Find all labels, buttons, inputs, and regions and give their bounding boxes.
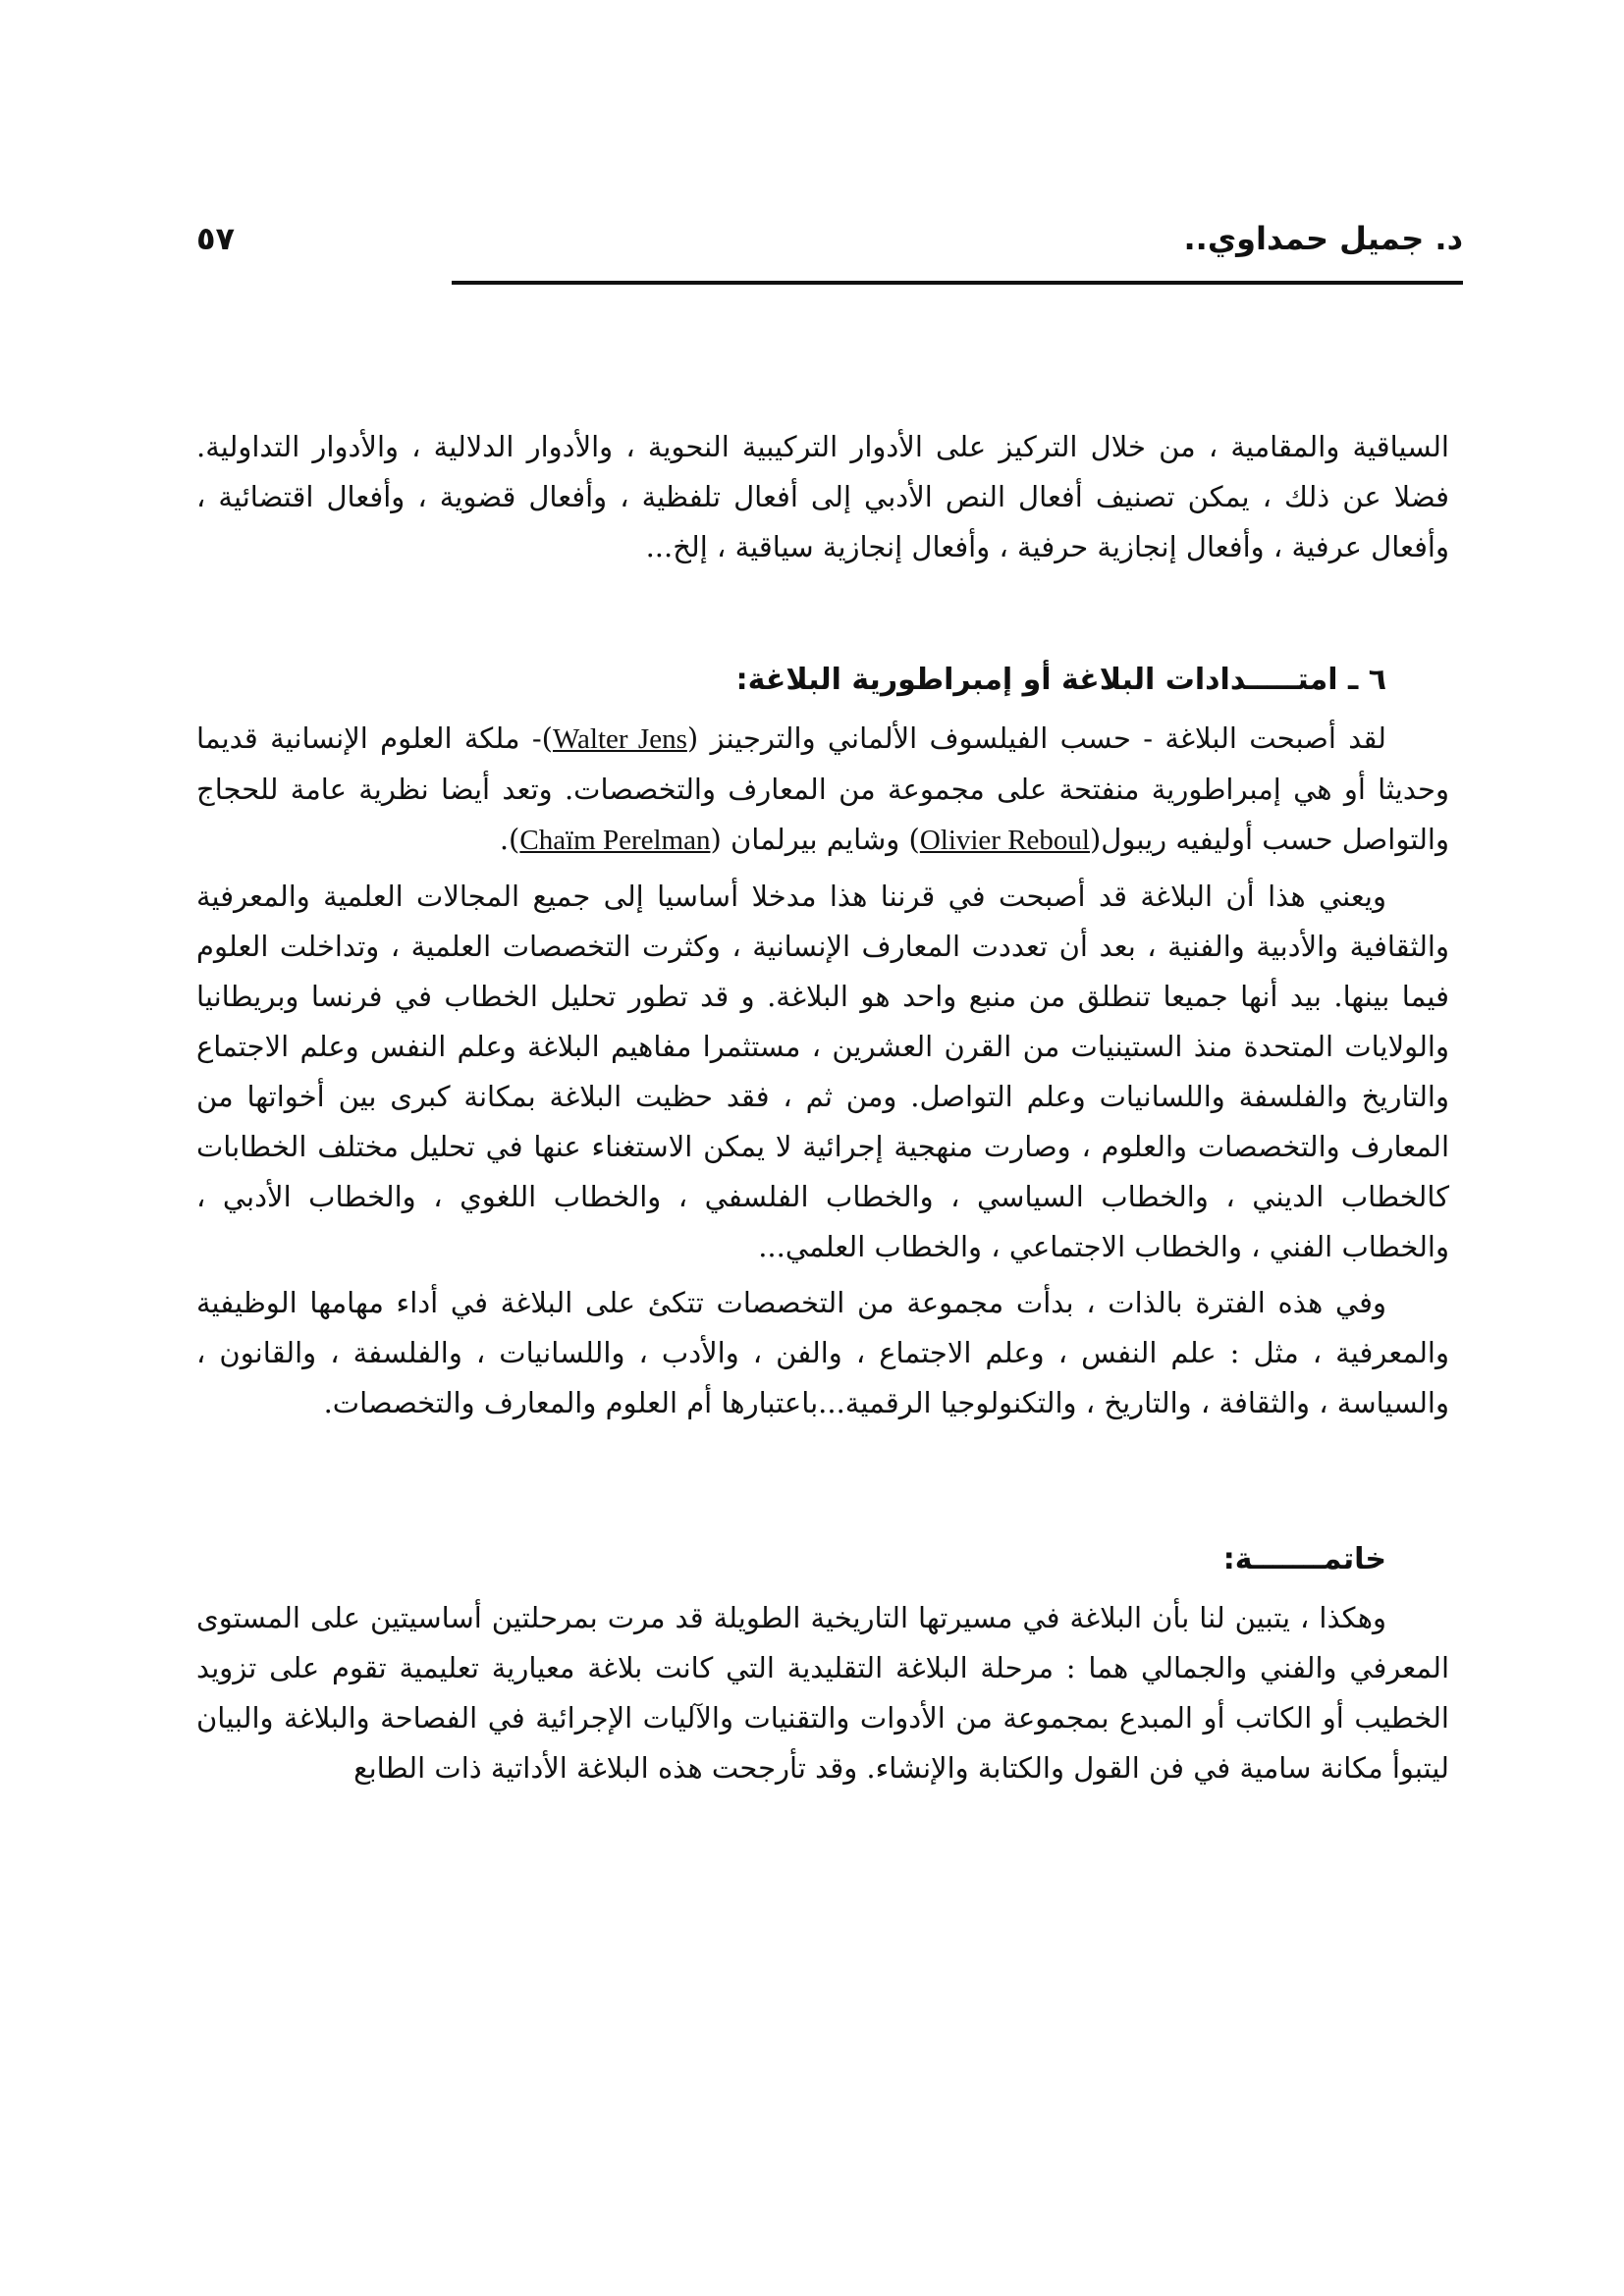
paragraph-text: ) وشايم بيرلمان ( bbox=[710, 823, 920, 856]
paragraph-text: )- ملكة العلوم الإنسانية قديما وحديثا أو هي إمبراطورية منفتحة على مجموعة من المعارف والتخصصات. وتعد أيضا نظرية عامة للحجاج والتواصل حسب أوليفيه ريبول( bbox=[196, 721, 1449, 856]
section-spacer bbox=[196, 1434, 1449, 1530]
page-body bbox=[196, 422, 1449, 1799]
section-paragraph-2: ويعني هذا أن البلاغة قد أصبحت في قرننا هذا مدخلا أساسيا إلى جميع المجالات العلمية والمعرفية والثقافية والأدبية والفنية ، بعد أن تعددت المعارف الإنسانية ، وكثرت التخصصات العلمية ، وتداخلت العلوم فيما بينها. بيد أنها جميعا تنطلق من منبع واحد هو البلاغة. و قد تطور تحليل الخطاب في فرنسا وبريطانيا والولايات المتحدة منذ الستينيات من القرن العشرين ، مستثمرا مفاهيم البلاغة وعلم النفس وعلم الاجتماع والتاريخ والفلسفة واللسانيات وعلم التواصل. ومن ثم ، فقد حظيت البلاغة بمكانة كبرى بين أخواتها من المعارف والتخصصات والعلوم ، وصارت منهجية إجرائية لا يمكن الاستغناء عنها في تحليل مختلف الخطابات كالخطاب الديني ، والخطاب السياسي ، والخطاب الفلسفي ، والخطاب اللغوي ، والخطاب الأدبي ، والخطاب الفني ، والخطاب الاجتماعي ، والخطاب العلمي... bbox=[196, 880, 1449, 1263]
name-walter-jens: Walter Jens bbox=[553, 723, 687, 755]
header-rule bbox=[452, 281, 1463, 285]
paragraph-text: لقد أصبحت البلاغة - حسب الفيلسوف الألماني والترجينز ( bbox=[686, 721, 1386, 755]
paragraph-intro: السياقية والمقامية ، من خلال التركيز على الأدوار التركيبية النحوية ، والأدوار الدلالية ، والأدوار التداولية. فضلا عن ذلك ، يمكن تصنيف أفعال النص الأدبي إلى أفعال تلفظية ، وأفعال قضوية ، وأفعال اقتضائية ، وأفعال عرفية ، وأفعال إنجازية حرفية ، وأفعال إنجازية سياقية ، إلخ... bbox=[196, 430, 1449, 563]
name-chaim-perelman: Chaïm Perelman bbox=[519, 825, 711, 856]
conclusion-paragraph: وهكذا ، يتبين لنا بأن البلاغة في مسيرتها التاريخية الطويلة قد مرت بمرحلتين أساسيتين على المستوى المعرفي والفني والجمالي هما : مرحلة البلاغة التقليدية التي كانت بلاغة معيارية تعليمية تقوم على تزويد الخطيب أو الكاتب أو المبدع بمجموعة من الأدوات والتقنيات والآليات الإجرائية في الفصاحة والبلاغة والبيان ليتبوأ مكانة سامية في فن القول والكتابة والإنشاء. وقد تأرجحت هذه البلاغة الأداتية ذات الطابع bbox=[196, 1601, 1449, 1785]
running-header-author: د. جميل حمداوي.. bbox=[1183, 220, 1463, 257]
section-spacer bbox=[196, 578, 1449, 651]
section-heading: ٦ ـ امتـــــدادات البلاغة أو إمبراطورية البلاغة: bbox=[735, 663, 1386, 697]
name-olivier-reboul: Olivier Reboul bbox=[919, 825, 1090, 856]
conclusion-heading: خاتمـــــــة: bbox=[1222, 1542, 1386, 1576]
page-number: ٥٧ bbox=[196, 220, 236, 257]
page-header bbox=[187, 218, 1463, 287]
section-paragraph-1 bbox=[196, 714, 1449, 866]
section-paragraph-3: وفي هذه الفترة بالذات ، بدأت مجموعة من التخصصات تتكئ على البلاغة في أداء مهامها الوظيفية والمعرفية ، مثل : علم النفس ، وعلم الاجتماع ، والفن ، والأدب ، واللسانيات ، والفلسفة ، والقانون ، والسياسة ، والثقافة ، والتاريخ ، والتكنولوجيا الرقمية...باعتبارها أم العلوم والمعارف والتخصصات. bbox=[196, 1286, 1449, 1419]
paragraph-text: ). bbox=[499, 823, 520, 856]
